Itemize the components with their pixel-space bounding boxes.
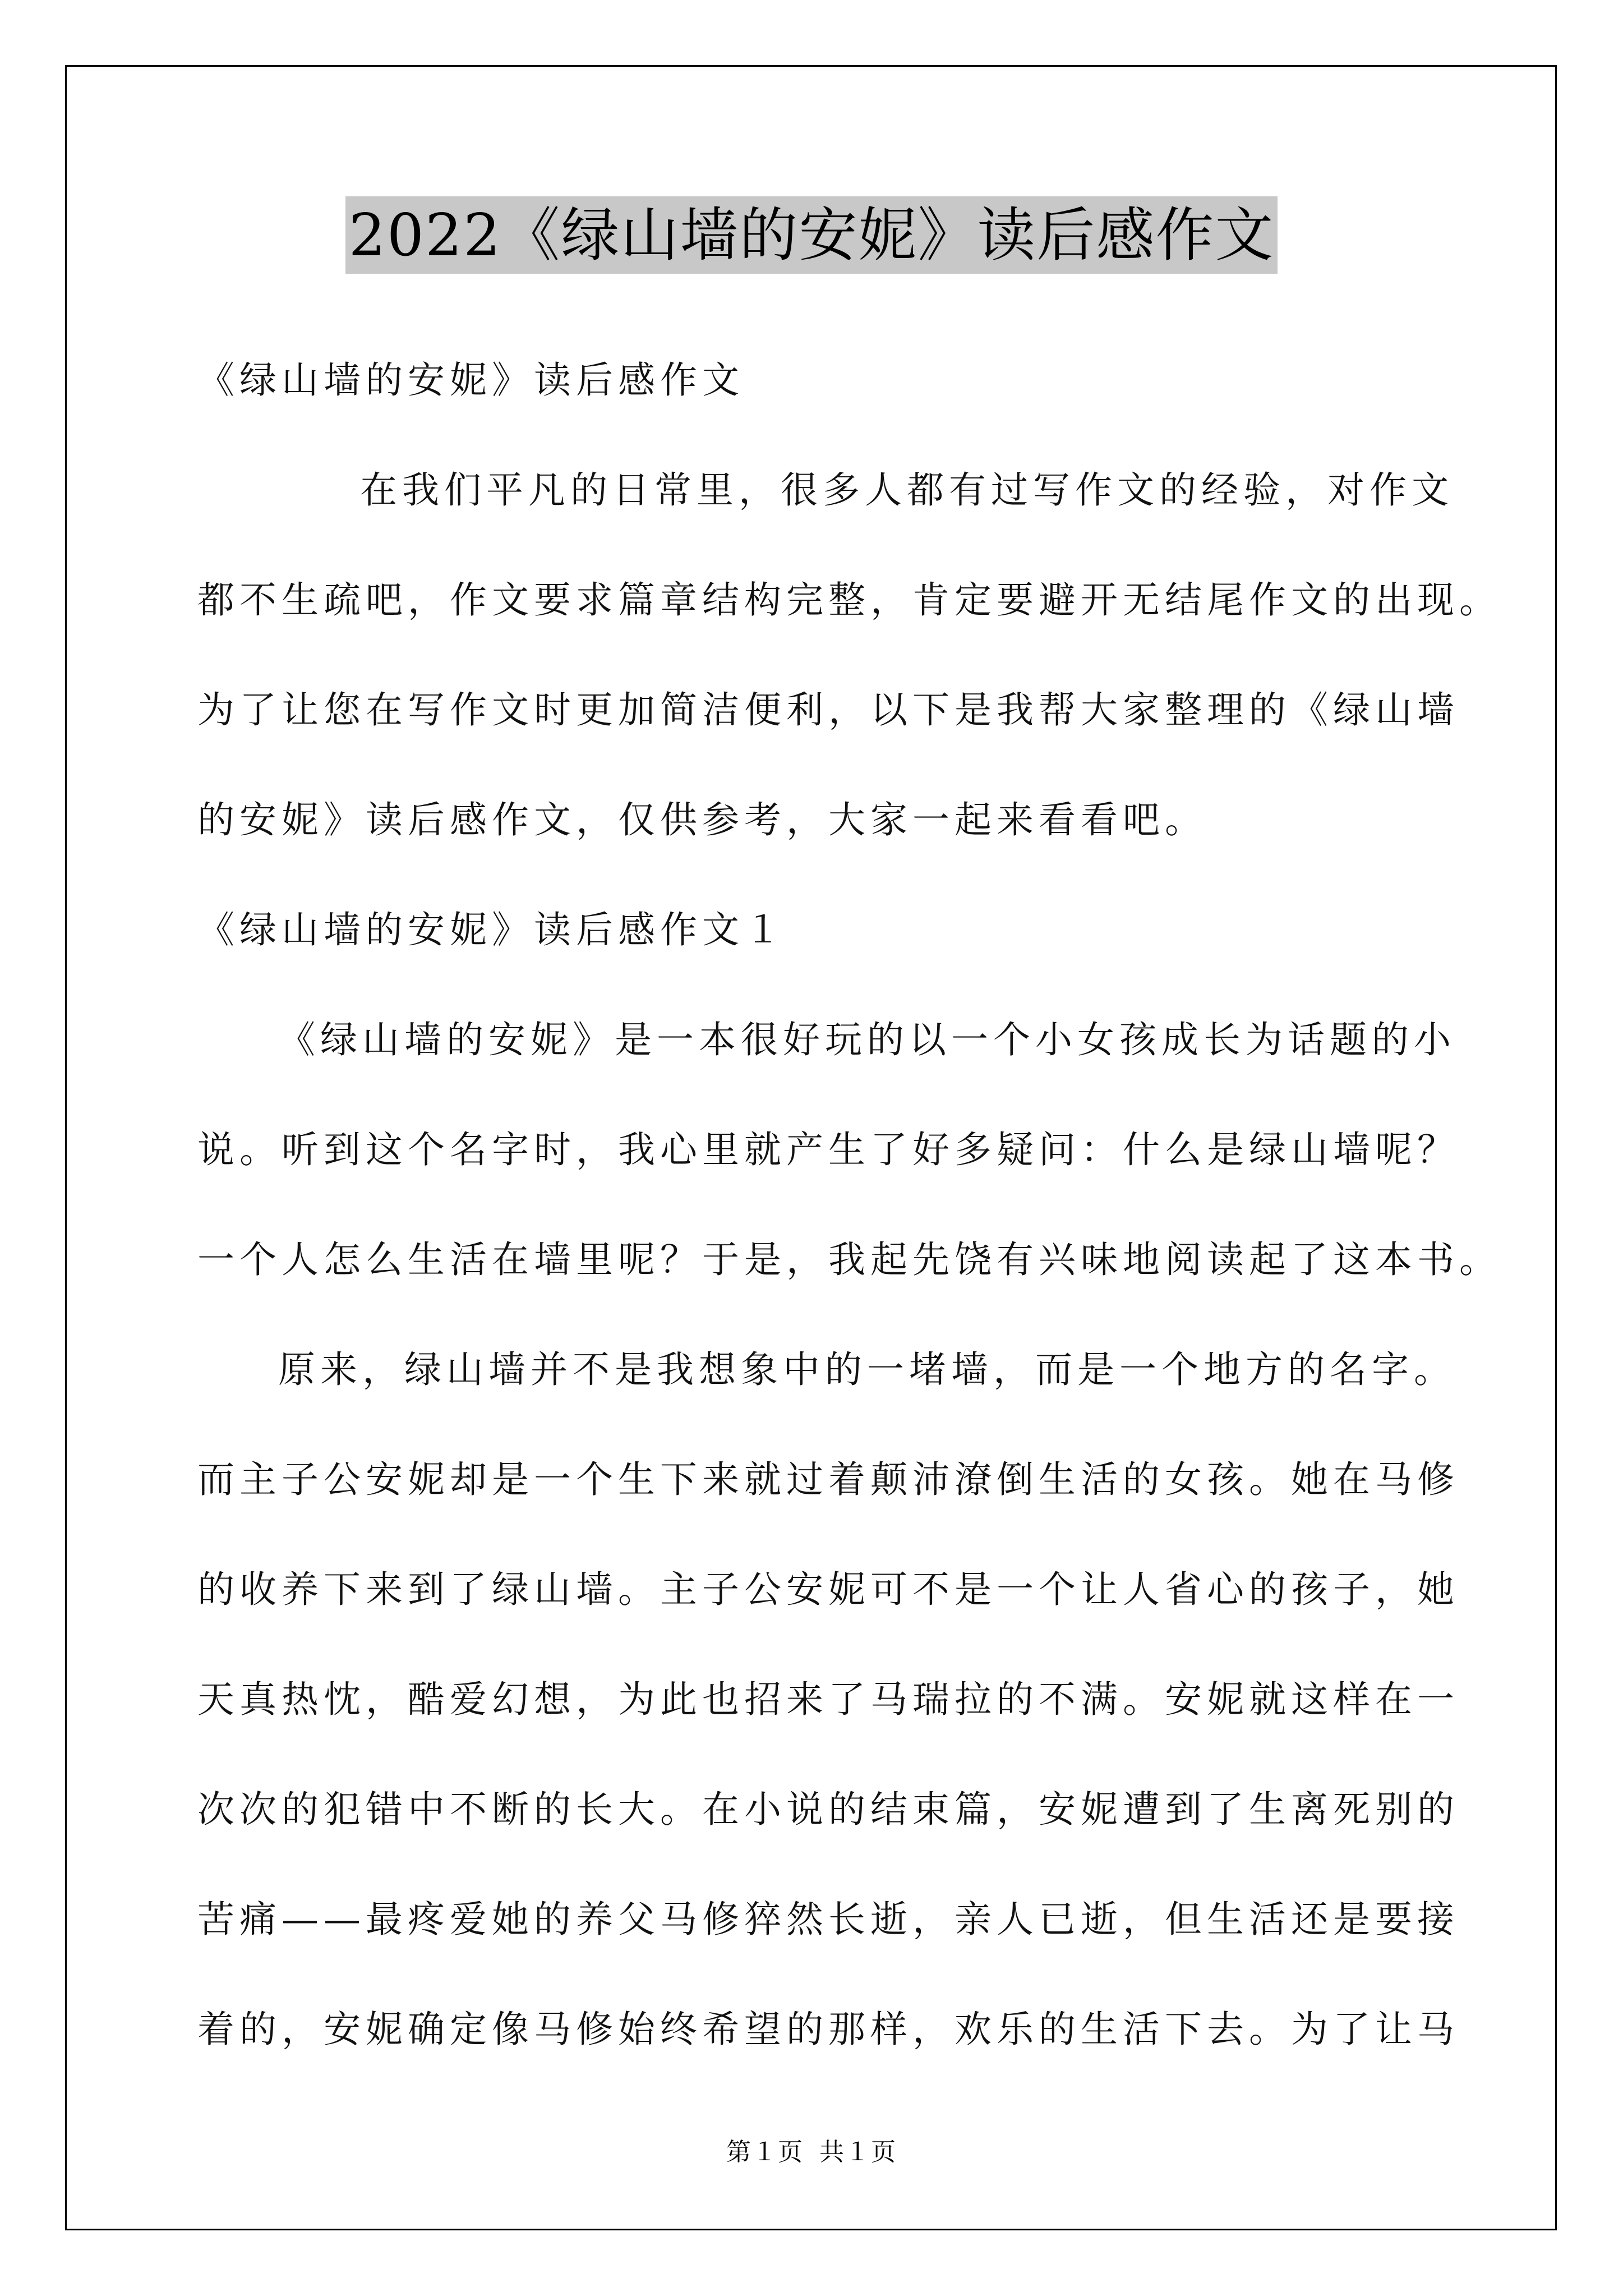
subtitle: 《绿山墙的安妮》读后感作文 xyxy=(197,358,744,402)
document-title: 2022《绿山墙的安妮》读后感作文 xyxy=(345,196,1278,274)
para2-line: 着的，安妮确定像马修始终希望的那样，欢乐的生活下去。为了让马 xyxy=(197,2008,1459,2051)
page-number: 第１页 xyxy=(726,2138,804,2166)
para2-line: 苦痛——最疼爱她的养父马修猝然长逝，亲人已逝，但生活还是要接 xyxy=(197,1898,1459,1941)
intro-line: 的安妮》读后感作文，仅供参考，大家一起来看看吧。 xyxy=(197,798,1207,841)
para1-line: 说。听到这个名字时，我心里就产生了好多疑问：什么是绿山墙呢？ xyxy=(197,1128,1459,1171)
page-total: 共１页 xyxy=(819,2138,897,2166)
page-footer xyxy=(0,2132,1623,2168)
para2-line: 次次的犯错中不断的长大。在小说的结束篇，安妮遭到了生离死别的 xyxy=(197,1788,1459,1831)
intro-line: 都不生疏吧，作文要求篇章结构完整，肯定要避开无结尾作文的出现。 xyxy=(197,578,1501,622)
para2-line: 而主子公安妮却是一个生下来就过着颠沛潦倒生活的女孩。她在马修 xyxy=(197,1458,1459,1501)
section-heading: 《绿山墙的安妮》读后感作文１ xyxy=(197,908,786,951)
intro-line: 在我们平凡的日常里，很多人都有过写作文的经验，对作文 xyxy=(360,468,1454,512)
para2-line: 天真热忱，酷爱幻想，为此也招来了马瑞拉的不满。安妮就这样在一 xyxy=(197,1678,1459,1721)
para1-line: 一个人怎么生活在墙里呢？于是，我起先饶有兴味地阅读起了这本书。 xyxy=(197,1238,1501,1281)
para1-line: 《绿山墙的安妮》是一本很好玩的以一个小女孩成长为话题的小 xyxy=(278,1018,1456,1061)
para2-line: 的收养下来到了绿山墙。主子公安妮可不是一个让人省心的孩子，她 xyxy=(197,1568,1459,1611)
para2-line: 原来，绿山墙并不是我想象中的一堵墙，而是一个地方的名字。 xyxy=(278,1348,1456,1391)
title-wrap xyxy=(0,196,1623,274)
document-body xyxy=(197,325,1501,2085)
intro-line: 为了让您在写作文时更加简洁便利，以下是我帮大家整理的《绿山墙 xyxy=(197,688,1459,731)
